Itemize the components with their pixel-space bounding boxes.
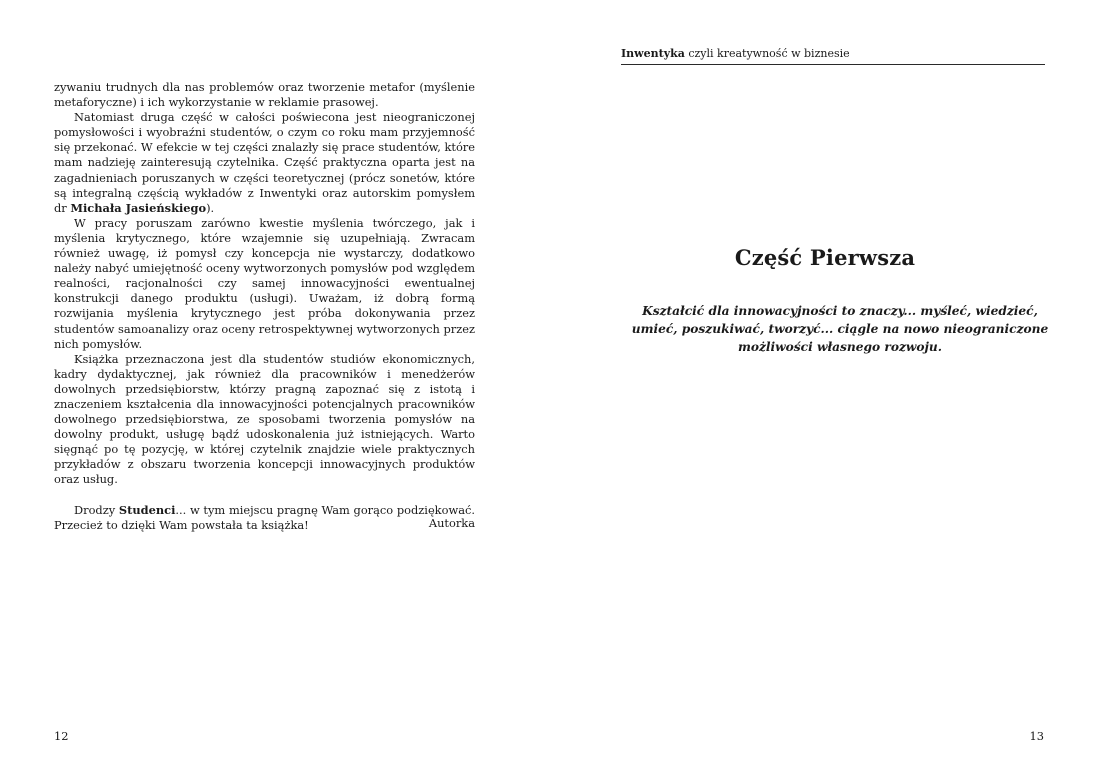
thanks-start: Drodzy (74, 502, 119, 517)
thanks-end: ... w tym miejscu pragnę Wam gorąco podziękować. Przecież to dzięki Wam powstała ta książka! (54, 502, 475, 532)
paragraph-2-end: ). (206, 200, 215, 215)
page-number-right: 13 (1029, 729, 1044, 743)
running-header (621, 47, 1045, 65)
paragraph-2-text: Natomiast druga część w całości poświecona jest nieograniczonej pomysłowości i wyobraźni studentów, o czym co roku mam przyjemność się przekonać. W efekcie w tej części znalazły się prace studentów, które mam nadzieję zainteresują czytelnika. Część praktyczna oparta jest na zagadnieniach poruszanych w części teoretycznej (prócz sonetów, które są integralną częścią wykładów z Inwentyki oraz autorskim pomysłem dr (54, 110, 475, 215)
running-header-bold: Inwentyka (621, 47, 685, 60)
paragraph-2 (54, 110, 475, 216)
part-title: Część Pierwsza (734, 245, 916, 270)
thanks-paragraph (54, 503, 475, 533)
motto: Kształcić dla innowacyjności to znaczy... myśleć, wiedzieć, umieć, poszukiwać, tworzyć... ciągle na nowo nieograniczone możliwości własnego rozwoju. (631, 304, 1049, 354)
thanks-bold: Studenci (118, 502, 176, 517)
left-page-body (54, 80, 475, 533)
author-reference: Michała Jasieńskiego (70, 200, 207, 215)
paragraph-4: Książka przeznaczona jest dla studentów studiów ekonomicznych, kadry dydaktycznej, jak również dla pracowników i menedżerów dowolnych przedsiębiorstw, którzy pragną zapoznać się z istotą i znaczeniem kształcenia dla innowacyjności potencjalnych pracowników dowolnego przedsiębiorstwa, ze sposobami tworzenia pomysłów na dowolny produkt, usługę bądź udoskonalenia już istniejących. Warto sięgnąć po tę pozycję, w której czytelnik znajdzie wiele praktycznych przykładów z obszaru tworzenia koncepcji innowacyjnych produktów oraz usług. (54, 351, 475, 487)
paragraph-1: zywaniu trudnych dla nas problemów oraz tworzenie metafor (myślenie metaforyczne) i ich wykorzystanie w reklamie prasowej. (54, 80, 475, 110)
page-number-left: 12 (54, 729, 69, 743)
paragraph-3: W pracy poruszam zarówno kwestie myślenia twórczego, jak i myślenia krytycznego, które wzajemnie się uzupełniają. Zwracam również uwagę, iż pomysł czy koncepcja nie wystarczy, dodatkowo należy nabyć umiejętność oceny wytworzonych pomysłów pod względem realności, racjonalności czy samej innowacyjności ewentualnej konstrukcji danego produktu (usługi). Uważam, iż dobrą formą rozwijania myślenia krytycznego jest próba dokonywania przez studentów samoanalizy oraz oceny retrospektywnej wytworzonych przez nich pomysłów. (54, 215, 475, 351)
right-page (550, 0, 1100, 782)
running-header-rest: czyli kreatywność w biznesie (684, 47, 850, 60)
signature: Autorka (428, 516, 475, 530)
